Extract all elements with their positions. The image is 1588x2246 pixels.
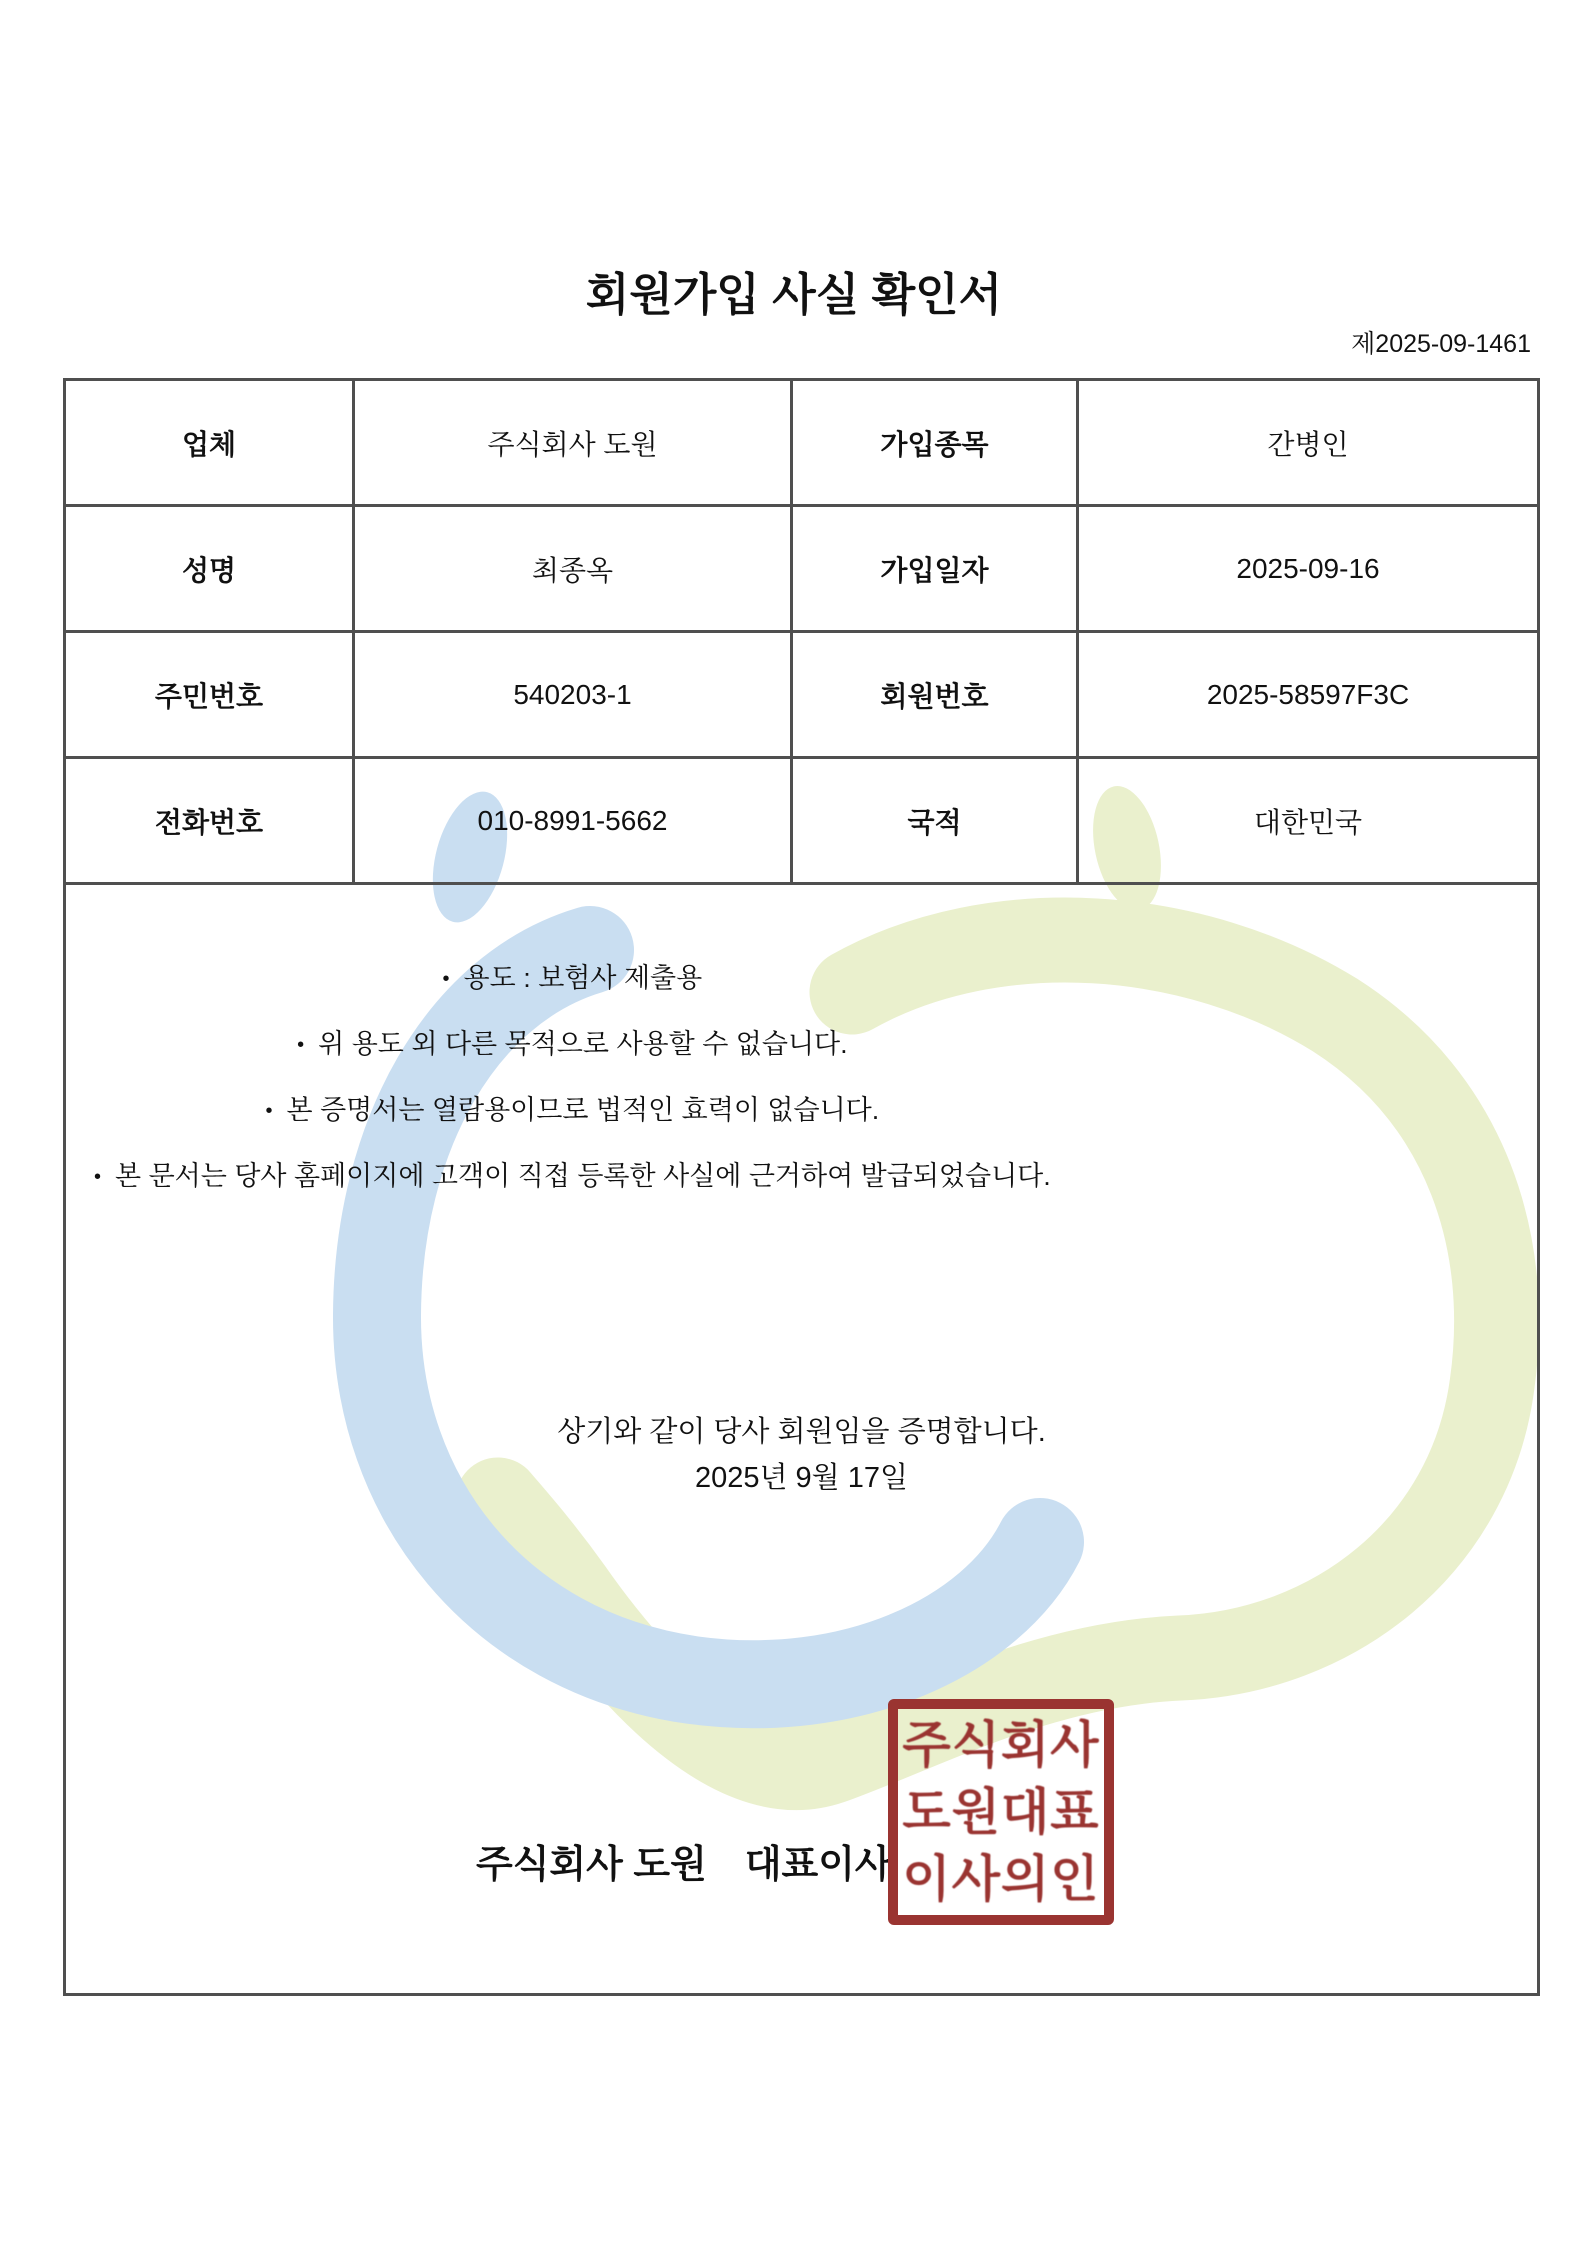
cell-label-name: 성명 — [65, 506, 354, 632]
document-number: 제2025-09-1461 — [1351, 330, 1531, 358]
certify-statement — [66, 1409, 1537, 1501]
table-row — [65, 884, 1539, 1995]
cell-value-phone: 010-8991-5662 — [354, 758, 792, 884]
table-row — [65, 506, 1539, 632]
note-item: • 위 용도 외 다른 목적으로 사용할 수 없습니다. — [94, 1013, 1051, 1079]
note-item: • 본 문서는 당사 홈페이지에 고객이 직접 등록한 사실에 근거하여 발급되었습니다. — [94, 1145, 1051, 1211]
cell-value-resident-number: 540203-1 — [354, 632, 792, 758]
signature-title: 대표이사 — [744, 1844, 892, 1886]
notes-list — [94, 947, 1051, 1211]
table-row — [65, 380, 1539, 506]
signature-text — [476, 1833, 892, 1888]
signature-company: 주식회사 도원 — [476, 1844, 707, 1886]
table-row — [65, 758, 1539, 884]
seal-row: 주식회사 — [902, 1717, 1100, 1773]
statement-line-1: 상기와 같이 당사 회원임을 증명합니다. — [557, 1416, 1046, 1448]
statement-line-2: 2025년 9월 17일 — [694, 1462, 909, 1494]
cell-value-membership-type: 간병인 — [1078, 380, 1539, 506]
cell-value-name: 최종옥 — [354, 506, 792, 632]
cell-label-join-date: 가입일자 — [792, 506, 1078, 632]
cell-label-company: 업체 — [65, 380, 354, 506]
table-row — [65, 632, 1539, 758]
cell-value-member-number: 2025-58597F3C — [1078, 632, 1539, 758]
cell-value-join-date: 2025-09-16 — [1078, 506, 1539, 632]
cell-label-membership-type: 가입종목 — [792, 380, 1078, 506]
note-item: • 용도 : 보험사 제출용 — [94, 947, 1051, 1013]
cell-label-member-number: 회원번호 — [792, 632, 1078, 758]
seal-row: 도원대표 — [902, 1784, 1100, 1840]
page-title: 회원가입 사실 확인서 — [585, 269, 1003, 320]
cell-label-phone: 전화번호 — [65, 758, 354, 884]
cell-value-company: 주식회사 도원 — [354, 380, 792, 506]
cell-value-nationality: 대한민국 — [1078, 758, 1539, 884]
cell-label-nationality: 국적 — [792, 758, 1078, 884]
note-item: • 본 증명서는 열람용이므로 법적인 효력이 없습니다. — [94, 1079, 1051, 1145]
cell-label-resident-number: 주민번호 — [65, 632, 354, 758]
seal-row: 이사의인 — [902, 1851, 1100, 1907]
certificate-body-cell — [65, 884, 1539, 1995]
member-info-table — [63, 378, 1540, 1996]
company-seal — [888, 1699, 1114, 1925]
